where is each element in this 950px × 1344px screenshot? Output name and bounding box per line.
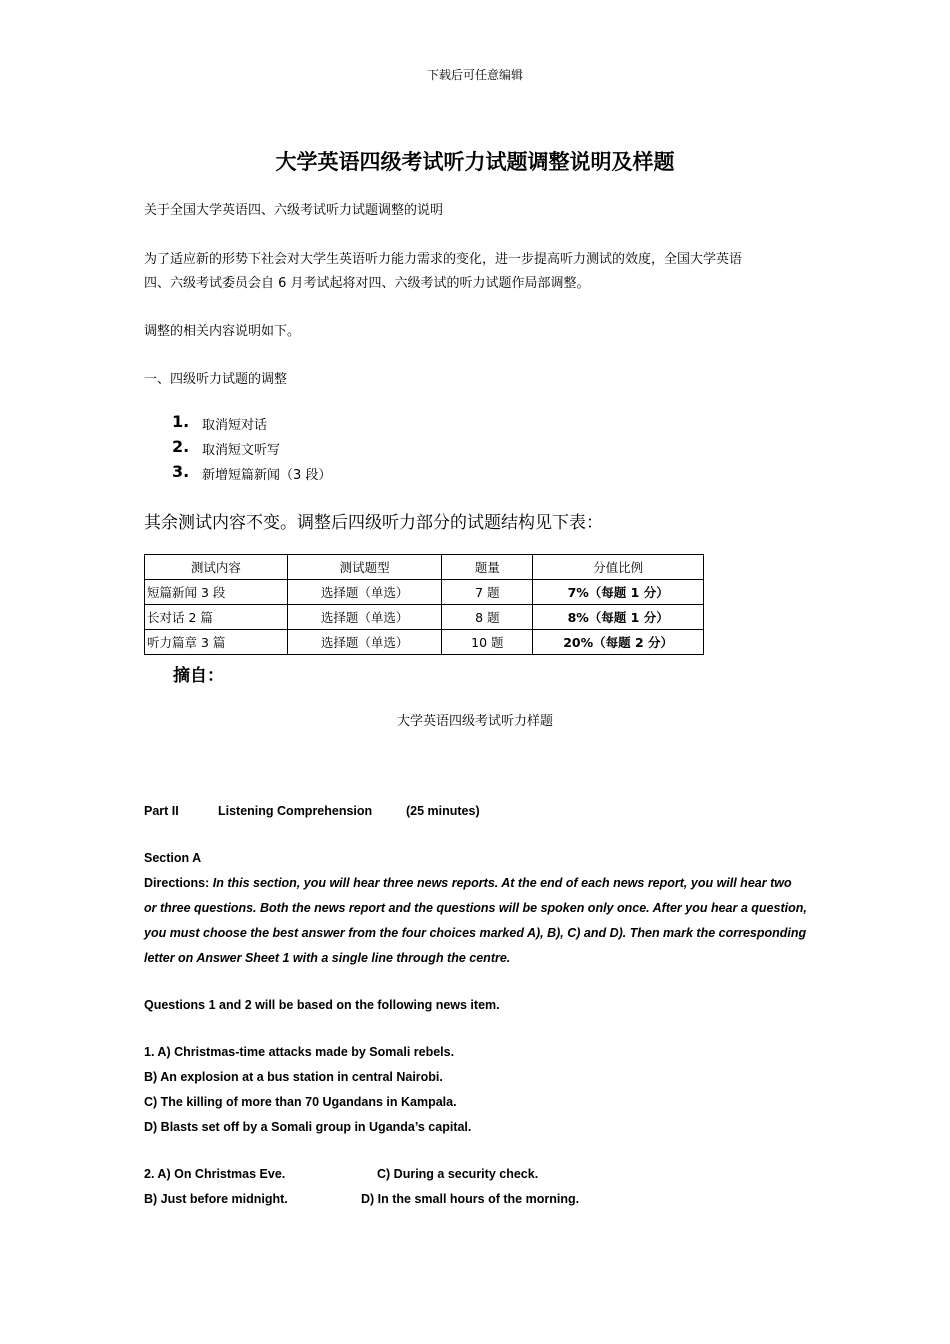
- page-header: 下载后可任意编辑: [426, 68, 523, 82]
- directions-line-2: or three questions. Both the news report and the questions will be spoken only once. After you hear a question,: [144, 901, 807, 915]
- table-cell: 7%（每题 1 分）: [533, 580, 704, 605]
- q2-option-a: 2. A) On Christmas Eve.: [144, 1167, 286, 1181]
- change-item: 取消短对话: [202, 418, 268, 433]
- section1-heading: 一、四级听力试题的调整: [144, 372, 288, 387]
- directions-text: In this section, you will hear three news reports. At the end of each news report, you will hear two: [209, 876, 792, 890]
- page-title: 大学英语四级考试听力试题调整说明及样题: [275, 150, 675, 174]
- column-header: 题量: [442, 555, 533, 580]
- part-name: Listening Comprehension: [218, 804, 373, 818]
- table-row: [145, 605, 704, 630]
- change-item: 新增短篇新闻（3 段）: [202, 468, 332, 483]
- table-header-row: [145, 555, 704, 580]
- intro-line-2: 四、六级考试委员会自 6 月考试起将对四、六级考试的听力试题作局部调整。: [144, 276, 590, 291]
- column-header: 分值比例: [533, 555, 704, 580]
- directions-label: Directions:: [144, 876, 210, 890]
- part-label: Part II: [144, 804, 179, 818]
- table-cell: 长对话 2 篇: [145, 605, 288, 630]
- change-number: 3.: [172, 462, 190, 481]
- table-cell: 听力篇章 3 篇: [145, 630, 288, 655]
- change-number: 1.: [172, 412, 190, 431]
- directions-line-3: you must choose the best answer from the four choices marked A), B), C) and D). Then mark the corresponding: [144, 926, 807, 940]
- table-cell: 7 题: [442, 580, 533, 605]
- table-cell: 20%（每题 2 分）: [533, 630, 704, 655]
- q2-option-c: C) During a security check.: [377, 1167, 539, 1181]
- table-cell: 选择题（单选）: [287, 580, 442, 605]
- adjust-note: 调整的相关内容说明如下。: [144, 324, 301, 339]
- directions-line-1: [144, 876, 792, 890]
- q1-option: 1. A) Christmas-time attacks made by Somali rebels.: [144, 1045, 455, 1059]
- notice-subtitle: 关于全国大学英语四、六级考试听力试题调整的说明: [144, 203, 444, 218]
- q2-option-d: D) In the small hours of the morning.: [361, 1192, 580, 1206]
- table-cell: 短篇新闻 3 段: [145, 580, 288, 605]
- excerpt-label: 摘自：: [173, 666, 224, 686]
- change-number: 2.: [172, 437, 190, 456]
- intro-line-1: 为了适应新的形势下社会对大学生英语听力能力需求的变化，进一步提高听力测试的效度，全国大学英语: [144, 252, 743, 267]
- table-cell: 选择题（单选）: [287, 630, 442, 655]
- change-item: 取消短文听写: [202, 443, 281, 458]
- part-time: (25 minutes): [406, 804, 480, 818]
- q1-option: D) Blasts set off by a Somali group in Uganda’s capital.: [144, 1120, 472, 1134]
- q2-option-b: B) Just before midnight.: [144, 1192, 288, 1206]
- table-cell: 8%（每题 1 分）: [533, 605, 704, 630]
- table-intro: 其余测试内容不变。调整后四级听力部分的试题结构见下表：: [144, 513, 603, 533]
- listening-structure-table: [144, 554, 704, 655]
- table-cell: 10 题: [442, 630, 533, 655]
- q1-option: C) The killing of more than 70 Ugandans in Kampala.: [144, 1095, 457, 1109]
- directions-line-4: letter on Answer Sheet 1 with a single line through the centre.: [144, 951, 511, 965]
- column-header: 测试题型: [287, 555, 442, 580]
- table-cell: 8 题: [442, 605, 533, 630]
- section-label: Section A: [144, 851, 202, 865]
- table-cell: 选择题（单选）: [287, 605, 442, 630]
- questions-note: Questions 1 and 2 will be based on the following news item.: [144, 998, 500, 1012]
- sample-title: 大学英语四级考试听力样题: [396, 714, 553, 729]
- column-header: 测试内容: [145, 555, 288, 580]
- table-row: [145, 580, 704, 605]
- table-row: [145, 630, 704, 655]
- q1-option: B) An explosion at a bus station in central Nairobi.: [144, 1070, 443, 1084]
